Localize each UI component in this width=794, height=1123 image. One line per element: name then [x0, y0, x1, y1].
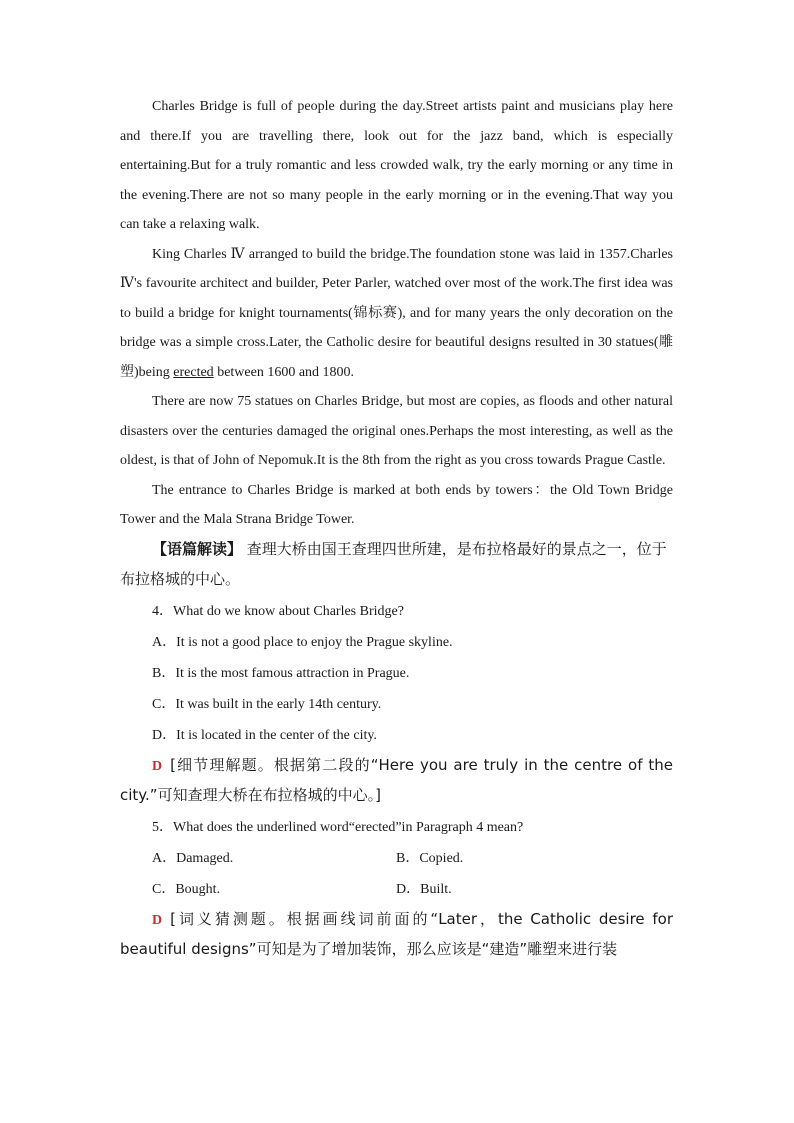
question-4-option-d: D．It is located in the center of the city.	[152, 727, 377, 743]
question-4-stem: 4．What do we know about Charles Bridge?	[152, 603, 404, 619]
question-5-options-row-1	[120, 843, 673, 874]
question-4-explanation-text: [细节理解题。根据第二段的“Here you are truly in the centre of the city.”可知查理大桥在布拉格城的中心。]	[120, 755, 673, 804]
question-5-option-a: A．Damaged.	[152, 850, 234, 866]
question-5-options-row-2	[120, 874, 673, 905]
question-4-answer: D	[152, 758, 163, 774]
passage-paragraph-2-end: between 1600 and 1800.	[213, 364, 355, 380]
question-5-option-b: B．Copied.	[396, 850, 464, 866]
question-5-answer: D	[152, 912, 163, 928]
question-5-option-d: D．Built.	[396, 881, 452, 897]
passage-paragraph-2	[120, 240, 673, 388]
passage-summary	[120, 535, 673, 595]
passage-paragraph-4: The entrance to Charles Bridge is marked at both ends by towers：the Old Town Bridge Tower and the Mala Strana Bridge Tower.	[120, 482, 673, 527]
passage-paragraph-3: There are now 75 statues on Charles Bridge, but most are copies, as floods and other natural disasters over the centuries damaged the original ones.Perhaps the most interesting, as well as the oldest, is that of John of Nepomuk.It is the 8th from the right as you cross towards Prague Castle.	[120, 394, 673, 468]
document-page	[120, 92, 673, 965]
question-4-explanation	[120, 751, 673, 811]
passage-paragraph-1: Charles Bridge is full of people during the day.Street artists paint and musicians play here and there.If you are travelling there, look out for the jazz band, which is especially entertaining.But for a truly romantic and less crowded walk, try the early morning or any time in the evening.There are not so many people in the early morning or in the evening.That way you can take a relaxing walk.	[120, 99, 673, 232]
question-5-explanation	[120, 905, 673, 965]
summary-tag: 【语篇解读】	[152, 539, 243, 558]
question-5-stem: 5．What does the underlined word“erected”in Paragraph 4 mean?	[152, 819, 524, 835]
passage-paragraph-2-text: King Charles Ⅳ arranged to build the bridge.The foundation stone was laid in 1357.Charles Ⅳ's favourite architect and builder, Peter Parler, watched over most of the work.The first idea was to build a bridge for knight tournaments(锦标赛), and for many years the only decoration on the bridge was a simple cross.Later, the Catholic desire for beautiful designs resulted in 30 statues(雕塑)being	[120, 246, 673, 380]
summary-text: 查理大桥由国王查理四世所建，是布拉格最好的景点之一，位于布拉格城的中心。	[120, 539, 667, 588]
question-4-option-a: A．It is not a good place to enjoy the Prague skyline.	[152, 634, 453, 650]
question-4-option-c: C．It was built in the early 14th century.	[152, 696, 382, 712]
question-4-option-b: B．It is the most famous attraction in Prague.	[152, 665, 410, 681]
question-5-option-c: C．Bought.	[152, 881, 221, 897]
underlined-word-erected: erected	[173, 364, 214, 380]
question-5-explanation-text: [词义猜测题。根据画线词前面的“Later，the Catholic desire for beautiful designs”可知是为了增加装饰，那么应该是“建造”雕塑来进行装	[120, 909, 673, 958]
